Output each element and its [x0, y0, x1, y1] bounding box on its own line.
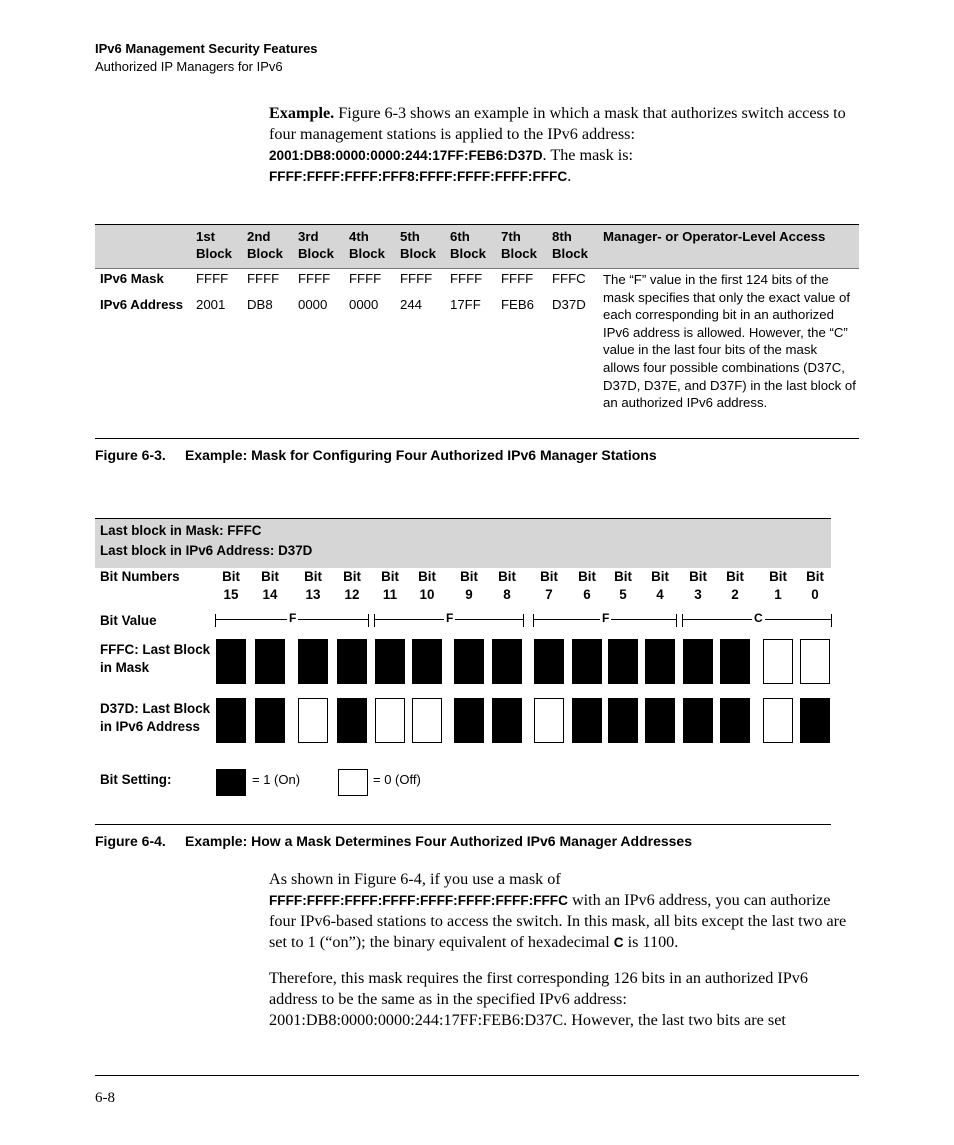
example-lead: Example. — [269, 104, 335, 122]
mask-bit-box — [683, 639, 713, 684]
bit-word: Bit — [689, 569, 707, 584]
address-bit-box — [645, 698, 675, 743]
bit-index: 5 — [619, 587, 627, 602]
address-bit-box — [534, 698, 564, 743]
bit-word: Bit — [806, 569, 824, 584]
address-bit-box — [255, 698, 285, 743]
bit-index: 7 — [545, 587, 553, 602]
head-line-address: Last block in IPv6 Address: D37D — [100, 543, 313, 558]
access-description: The “F” value in the first 124 bits of the mask specifies that only the exact value of each corresponding bit in an authorized IPv6 address is allowed. However, the “C” value in the last four bits of the mask allows four possible combinations (D37C, D37D, D37E, and D37F) in the last block of an authorized IPv6 address. — [603, 272, 856, 411]
mask-bit-box — [492, 639, 522, 684]
bit-number-header — [370, 568, 410, 604]
mask-bit-box — [412, 639, 442, 684]
mask-bit-box — [800, 639, 830, 684]
bit-word: Bit — [381, 569, 399, 584]
example-text-1: Figure 6-3 shows an example in which a mask that authorizes switch access to four management stations is applied to the IPv6 address: — [269, 104, 846, 143]
page-number: 6-8 — [95, 1090, 115, 1106]
address-bit-box — [800, 698, 830, 743]
example-text-2: . The mask is: — [542, 146, 634, 164]
bit-number-header — [529, 568, 569, 604]
mask-row-label: FFFC: Last Block in Mask — [100, 642, 211, 675]
mask-cell: FFFF — [501, 271, 534, 286]
address-bit-box — [720, 698, 750, 743]
bit-word: Bit — [726, 569, 744, 584]
running-header-title: IPv6 Management Security Features — [95, 41, 318, 56]
bit-number-header — [715, 568, 755, 604]
mask-cell: FFFF — [349, 271, 382, 286]
bit-index: 13 — [305, 587, 321, 602]
bit-index: 11 — [382, 587, 398, 602]
therefore-paragraph: Therefore, this mask requires the first corresponding 126 bits in an authorized IPv6 address to be the same as in the specified IPv6 address: 2001:DB8:0000:0000:244:17FF:FEB6:D37C. However, the last two bits are set — [269, 969, 808, 1029]
mask-cell: FFFF — [196, 271, 229, 286]
example-paragraph — [269, 103, 859, 187]
caption-text: Example: How a Mask Determines Four Authorized IPv6 Manager Addresses — [185, 833, 693, 849]
address-cell: 2001 — [196, 297, 226, 312]
bit-number-header — [407, 568, 447, 604]
bit-number-header — [449, 568, 489, 604]
hex-digit-bracket — [682, 611, 832, 627]
address-cell: FEB6 — [501, 297, 534, 312]
bit-word: Bit — [498, 569, 516, 584]
mask-bit-box — [298, 639, 328, 684]
running-header-subtitle: Authorized IP Managers for IPv6 — [95, 59, 283, 74]
block-header: 8th Block — [552, 229, 588, 261]
hex-digit-label: F — [289, 611, 297, 625]
head-line-mask: Last block in Mask: FFFC — [100, 523, 262, 538]
mask-bit-box — [454, 639, 484, 684]
mask-cell: FFFF — [450, 271, 483, 286]
bit-word: Bit — [651, 569, 669, 584]
address-bit-box — [412, 698, 442, 743]
bit-index: 1 — [774, 587, 782, 602]
bit-setting-label: Bit Setting: — [100, 772, 172, 787]
bit-number-header — [211, 568, 251, 604]
mask-bit-box — [608, 639, 638, 684]
address-bit-box — [492, 698, 522, 743]
bit-index: 6 — [583, 587, 591, 602]
legend-on-swatch — [216, 769, 246, 796]
para2-text-3: is 1100. — [623, 933, 679, 951]
para2-c: C — [613, 935, 624, 950]
address-cell: DB8 — [247, 297, 273, 312]
bit-number-header — [758, 568, 798, 604]
address-bit-box — [375, 698, 405, 743]
hex-digit-label: C — [754, 611, 763, 625]
address-bit-box — [216, 698, 246, 743]
address-bit-box — [763, 698, 793, 743]
bit-word: Bit — [222, 569, 240, 584]
figure-6-3-table — [95, 224, 859, 439]
hex-digit-label: F — [602, 611, 610, 625]
bit-number-header — [795, 568, 835, 604]
bit-number-header — [250, 568, 290, 604]
bit-value-label: Bit Value — [100, 613, 157, 628]
row-label-mask: IPv6 Mask — [100, 271, 164, 286]
bit-number-header — [487, 568, 527, 604]
row-label-address: IPv6 Address — [100, 297, 184, 312]
address-cell: D37D — [552, 297, 586, 312]
address-cell: 244 — [400, 297, 423, 312]
mask-cell: FFFF — [247, 271, 280, 286]
hex-digit-bracket — [533, 611, 677, 627]
mask-bit-box — [572, 639, 602, 684]
bit-number-header — [678, 568, 718, 604]
bit-word: Bit — [343, 569, 361, 584]
access-header: Manager- or Operator-Level Access — [603, 229, 826, 244]
address-cell: 0000 — [349, 297, 379, 312]
bit-index: 0 — [811, 587, 819, 602]
address-bit-box — [337, 698, 367, 743]
mask-cell: FFFF — [400, 271, 433, 286]
bit-word: Bit — [261, 569, 279, 584]
bit-index: 12 — [344, 587, 360, 602]
caption-number: Figure 6-3. — [95, 447, 166, 463]
block-header: 5th Block — [400, 229, 436, 261]
para2-text-2: with an IPv6 address, you can authorize four IPv6-based stations to access the switch. In this mask, all bits except the last two are set to 1 (“on”); the binary equivalent of hexadecimal — [269, 891, 847, 951]
block-header: 3rd Block — [298, 229, 334, 261]
mask-bit-box — [645, 639, 675, 684]
footer-rule — [95, 1075, 859, 1076]
mask-bit-box — [763, 639, 793, 684]
bit-index: 4 — [656, 587, 664, 602]
example-text-3: . — [567, 167, 572, 185]
mask-cell: FFFC — [552, 271, 586, 286]
bit-index: 8 — [503, 587, 511, 602]
hex-digit-label: F — [446, 611, 454, 625]
bit-word: Bit — [460, 569, 478, 584]
figure-6-4-caption — [95, 833, 692, 849]
caption-number: Figure 6-4. — [95, 833, 166, 849]
bit-number-header — [567, 568, 607, 604]
mask-bit-box — [255, 639, 285, 684]
mask-bit-box — [375, 639, 405, 684]
caption-text: Example: Mask for Configuring Four Authorized IPv6 Manager Stations — [185, 447, 657, 463]
address-row-label: D37D: Last Block in IPv6 Address — [100, 701, 211, 734]
mask-bit-box — [216, 639, 246, 684]
block-header: 2nd Block — [247, 229, 283, 261]
mask-explanation-paragraph — [269, 869, 859, 953]
bit-index: 3 — [694, 587, 702, 602]
mask-bit-box — [534, 639, 564, 684]
example-address: 2001:DB8:0000:0000:244:17FF:FEB6:D37D — [269, 148, 543, 163]
hex-digit-bracket — [374, 611, 524, 627]
bit-number-header — [603, 568, 643, 604]
bit-numbers-label: Bit Numbers — [100, 569, 180, 584]
mask-bit-box — [337, 639, 367, 684]
bit-index: 10 — [419, 587, 435, 602]
block-header: 6th Block — [450, 229, 486, 261]
figure-6-3-caption — [95, 447, 657, 463]
mask-bit-box — [720, 639, 750, 684]
bit-word: Bit — [418, 569, 436, 584]
address-bit-box — [454, 698, 484, 743]
legend-off-text: = 0 (Off) — [373, 772, 421, 787]
address-bit-box — [608, 698, 638, 743]
bit-number-header — [332, 568, 372, 604]
bit-index: 15 — [223, 587, 239, 602]
bit-index: 2 — [731, 587, 739, 602]
block-header: 1st Block — [196, 229, 232, 261]
address-cell: 0000 — [298, 297, 328, 312]
bit-word: Bit — [304, 569, 322, 584]
legend-on-text: = 1 (On) — [252, 772, 301, 787]
bit-number-header — [293, 568, 333, 604]
bit-word: Bit — [769, 569, 787, 584]
para2-mask: FFFF:FFFF:FFFF:FFFF:FFFF:FFFF:FFFF:FFFC — [269, 893, 568, 908]
legend-off-swatch — [338, 769, 368, 796]
address-bit-box — [572, 698, 602, 743]
para2-text-1: As shown in Figure 6-4, if you use a mask of — [269, 870, 561, 888]
example-mask: FFFF:FFFF:FFFF:FFF8:FFFF:FFFF:FFFF:FFFC — [269, 169, 568, 184]
block-header: 4th Block — [349, 229, 385, 261]
bit-word: Bit — [578, 569, 596, 584]
mask-cell: FFFF — [298, 271, 331, 286]
block-header: 7th Block — [501, 229, 537, 261]
bit-number-header — [640, 568, 680, 604]
figure-6-4-diagram — [95, 518, 831, 825]
address-bit-box — [683, 698, 713, 743]
bit-word: Bit — [614, 569, 632, 584]
bit-word: Bit — [540, 569, 558, 584]
bit-index: 14 — [262, 587, 278, 602]
hex-digit-bracket — [215, 611, 369, 627]
address-cell: 17FF — [450, 297, 481, 312]
bit-index: 9 — [465, 587, 473, 602]
address-bit-box — [298, 698, 328, 743]
